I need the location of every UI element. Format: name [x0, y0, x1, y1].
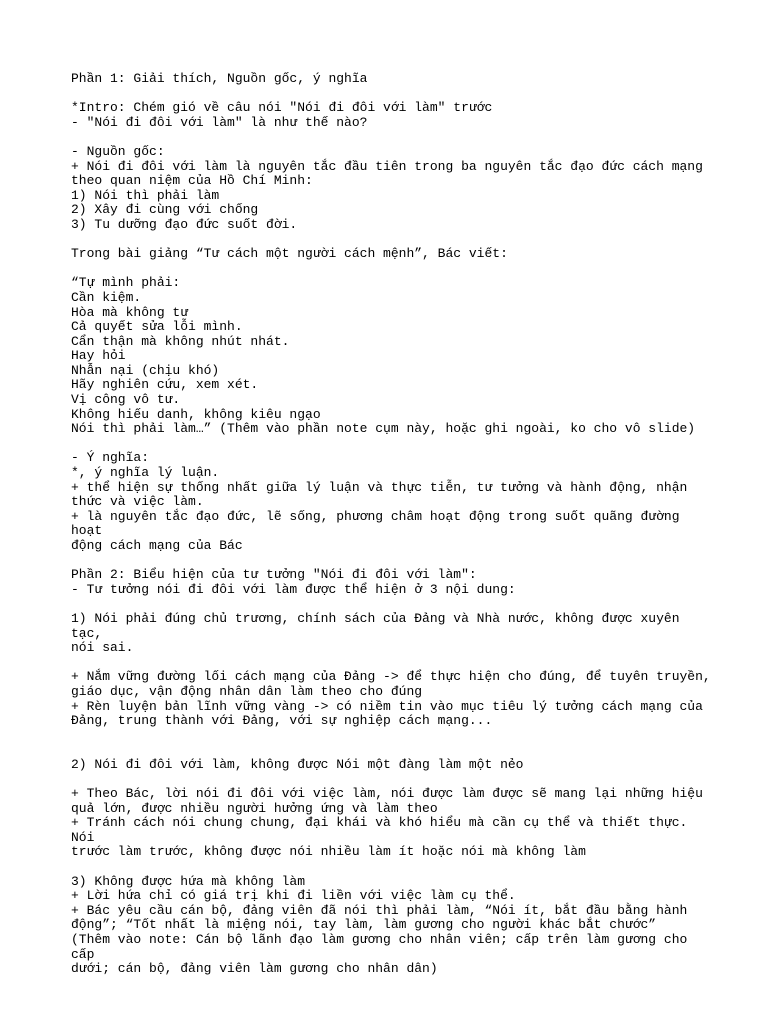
- text-line: quả lớn, được nhiều người hưởng ứng và làm theo: [71, 800, 438, 816]
- text-line: “Tự mình phải:: [71, 275, 181, 291]
- text-line: + Lời hứa chỉ có giá trị khi đi liền với việc làm cụ thể.: [71, 888, 516, 904]
- text-line: Đảng, trung thành với Đảng, với sự nghiệp cách mạng...: [71, 713, 493, 729]
- blank-line: [71, 233, 711, 248]
- text-line: - Nguồn gốc:: [71, 143, 165, 159]
- text-line: + Tránh cách nói chung chung, đại khái và khó hiểu mà cần cụ thể và thiết thực. Nói: [71, 815, 696, 845]
- text-line: Hòa mà không tư: [71, 304, 189, 320]
- text-line: 3) Không được hứa mà không làm: [71, 873, 306, 889]
- text-line: + Rèn luyện bản lĩnh vững vàng -> có niềm tin vào mục tiêu lý tưởng cách mạng của: [71, 698, 703, 714]
- text-line: dưới; cán bộ, đảng viên làm gương cho nhân dân): [71, 961, 438, 977]
- text-line: Vị công vô tư.: [71, 392, 181, 408]
- text-line: 2) Xây đi cùng với chống: [71, 202, 259, 218]
- text-line: + là nguyên tắc đạo đức, lẽ sống, phương châm hoạt động trong suốt quãng đường hoạt: [71, 508, 688, 539]
- blank-line: [71, 130, 711, 145]
- text-line: Nói thì phải làm…” (Thêm vào phần note cụm này, hoặc ghi ngoài, ko cho vô slide): [71, 421, 696, 437]
- blank-line: [71, 860, 711, 875]
- text-line: động”; “Tốt nhất là miệng nói, tay làm, làm gương cho người khác bắt chước”: [71, 917, 657, 933]
- text-line: Nhẫn nại (chịu khó): [71, 362, 220, 378]
- text-line: thức và việc làm.: [71, 494, 204, 510]
- text-line: *Intro: Chém gió về câu nói "Nói đi đôi với làm" trước: [71, 100, 493, 116]
- text-line: trước làm trước, không được nói nhiều làm ít hoặc nói mà không làm: [71, 844, 586, 860]
- blank-line: [71, 262, 711, 277]
- text-line: Trong bài giảng “Tư cách một người cách mệnh”, Bác viết:: [71, 246, 508, 262]
- blank-line: [71, 87, 711, 102]
- blank-line: [71, 554, 711, 569]
- blank-line: [71, 773, 711, 788]
- text-line: (Thêm vào note: Cán bộ lãnh đạo làm gương cho nhân viên; cấp trên làm gương cho cấp: [71, 932, 696, 962]
- text-line: Cẩn thận mà không nhút nhát.: [71, 333, 290, 349]
- text-line: Hay hỏi: [71, 348, 126, 364]
- text-line: Cả quyết sửa lỗi mình.: [71, 319, 243, 335]
- text-line: + Bác yêu cầu cán bộ, đảng viên đã nói thì phải làm, “Nói ít, bắt đầu bằng hành: [71, 902, 688, 918]
- text-line: + Nói đi đôi với làm là nguyên tắc đầu tiên trong ba nguyên tắc đạo đức cách mạng: [71, 158, 703, 174]
- text-line: giáo dục, vận động nhân dân làm theo cho đúng: [71, 683, 423, 699]
- blank-line: [71, 743, 711, 758]
- blank-line: [71, 729, 711, 744]
- text-line: 1) Nói phải đúng chủ trương, chính sách của Đảng và Nhà nước, không được xuyên tạc,: [71, 610, 688, 641]
- text-line: - Tư tưởng nói đi đôi với làm được thể hiện ở 3 nội dung:: [71, 581, 516, 597]
- text-line: 2) Nói đi đôi với làm, không được Nói một đàng làm một nẻo: [71, 756, 524, 772]
- text-line: *, ý nghĩa lý luận.: [71, 465, 220, 481]
- text-line: 1) Nói thì phải làm: [71, 187, 220, 203]
- text-line: Phần 2: Biểu hiện của tư tưởng "Nói đi đôi với làm":: [71, 567, 477, 583]
- text-line: động cách mạng của Bác: [71, 538, 243, 553]
- blank-line: [71, 597, 711, 612]
- text-line: Phần 1: Giải thích, Nguồn gốc, ý nghĩa: [71, 71, 368, 86]
- text-line: Hãy nghiên cứu, xem xét.: [71, 377, 259, 393]
- text-line: - "Nói đi đôi với làm" là như thế nào?: [71, 114, 368, 130]
- document-body: [71, 72, 711, 977]
- text-line: - Ý nghĩa:: [71, 450, 150, 466]
- text-line: nói sai.: [71, 640, 134, 656]
- text-line: + Nắm vững đường lối cách mạng của Đảng -> để thực hiện cho đúng, để tuyên truyền,: [71, 669, 711, 685]
- text-line: theo quan niệm của Hồ Chí Minh:: [71, 173, 313, 189]
- text-line: Cần kiệm.: [71, 289, 142, 305]
- text-line: Không hiếu danh, không kiêu ngạo: [71, 406, 321, 422]
- text-line: + Theo Bác, lời nói đi đôi với việc làm, nói được làm được sẽ mang lại những hiệu: [71, 786, 703, 802]
- text-line: + thể hiện sự thống nhất giữa lý luận và thực tiễn, tư tưởng và hành động, nhận: [71, 479, 688, 495]
- text-line: 3) Tu dưỡng đạo đức suốt đời.: [71, 216, 298, 232]
- blank-line: [71, 437, 711, 452]
